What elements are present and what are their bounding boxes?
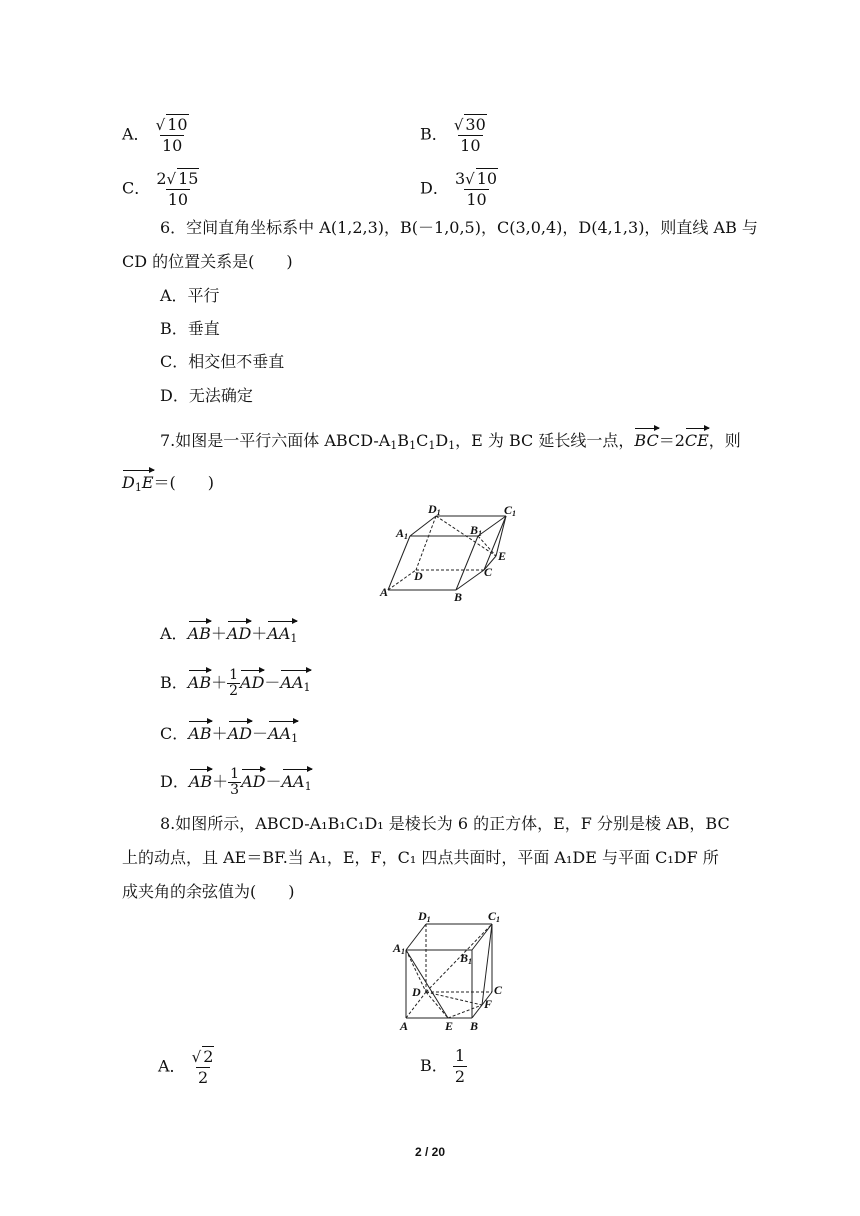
q7-parallelepiped-figure <box>378 504 518 604</box>
q6-option-a: A．平行 <box>160 286 220 305</box>
fraction: $\frac{√ 2}{2}$ <box>191 1047 214 1087</box>
vector-ab: AB <box>188 724 212 743</box>
denominator: 2 <box>229 683 239 699</box>
text: ，则 <box>708 431 741 450</box>
subscript: 1 <box>303 681 311 694</box>
fraction: $\frac{2√ 15}{10}$ <box>156 169 199 209</box>
q5-option-a <box>122 114 190 156</box>
label-c: C <box>494 983 503 997</box>
operator: ＋ <box>211 724 228 743</box>
label-b1: B1 <box>470 523 483 538</box>
radicand: 30 <box>465 115 486 134</box>
q7-option-a <box>160 624 297 649</box>
option-label: C． <box>122 178 151 198</box>
fraction <box>453 1046 467 1087</box>
option-label: B． <box>420 1056 448 1075</box>
label-a1: A1 <box>393 941 406 956</box>
q6-stem-line1: 6．空间直角坐标系中 A(1,2,3)，B(－1,0,5)，C(3,0,4)，D(4,1,3)，则直线 AB 与 <box>160 218 758 237</box>
vector-ad: AD <box>226 624 252 643</box>
vector-aa1 <box>280 673 310 698</box>
numerator: 1 <box>230 766 240 782</box>
option-label: A． <box>160 624 188 643</box>
vector-ab: AB <box>187 624 211 643</box>
denominator: 10 <box>466 190 487 209</box>
label-f: F <box>484 997 493 1011</box>
numerator: 1 <box>454 1046 466 1065</box>
q8-option-a <box>158 1046 215 1088</box>
denominator: 10 <box>460 136 481 155</box>
edge-d-c1 <box>426 924 492 992</box>
subscript: 1 <box>304 780 312 793</box>
vector-aa1 <box>267 624 297 649</box>
operator: ＋ <box>211 673 228 692</box>
label-d: D <box>412 985 421 999</box>
vector-ce: CE <box>684 431 709 450</box>
q6-option-c: C．相交但不垂直 <box>160 352 285 371</box>
option-label: D． <box>420 178 449 198</box>
fraction-half <box>227 668 240 699</box>
option-label: C． <box>160 724 189 743</box>
subscript: 1 <box>290 632 298 645</box>
subscript: 1 <box>134 481 142 494</box>
fraction: $\frac{3√ 10}{10}$ <box>454 169 498 209</box>
q7-option-d <box>160 767 312 798</box>
q6-option-d: D．无法确定 <box>160 386 253 405</box>
numerator: 1 <box>229 667 239 683</box>
subscript: 1 <box>291 732 299 745</box>
denominator: 3 <box>230 782 240 798</box>
q7-option-c <box>160 724 298 749</box>
text: ＝2 <box>658 431 685 450</box>
vector-ad: AD <box>241 772 266 791</box>
subscript: 1 <box>390 439 398 452</box>
vector-ab: AB <box>188 772 213 791</box>
edge-d-f <box>426 992 482 1005</box>
text: ＝( ) <box>153 473 215 492</box>
radicand: 10 <box>476 169 498 188</box>
operator: － <box>251 724 268 743</box>
label-a: A <box>380 585 389 599</box>
radicand: 2 <box>203 1047 214 1066</box>
denominator: 10 <box>167 190 189 209</box>
q7-option-b <box>160 668 311 699</box>
vector-d1e <box>122 473 154 498</box>
option-label: B． <box>420 124 448 144</box>
operator: ＋ <box>212 772 229 791</box>
vector-ab: AB <box>187 673 212 692</box>
option-label: D． <box>160 772 189 791</box>
text: E <box>141 473 154 492</box>
coefficient: 3 <box>454 169 466 188</box>
label-e: E <box>498 549 507 563</box>
subscript: 1 <box>409 439 417 452</box>
edge-a1-d1 <box>406 924 426 950</box>
q6-stem-line2: CD 的位置关系是( ) <box>122 252 293 271</box>
q8-stem-line1: 8.如图所示，ABCD-A₁B₁C₁D₁ 是棱长为 6 的正方体，E，F 分别是棱 AB，BC <box>160 814 730 833</box>
subscript: 1 <box>448 439 456 452</box>
option-label: B． <box>160 673 188 692</box>
q7-stem-line1 <box>160 431 741 456</box>
radicand: 15 <box>178 169 199 188</box>
text: AA <box>267 624 291 643</box>
q6-option-b: B．垂直 <box>160 319 220 338</box>
q5-option-c <box>122 168 200 210</box>
fraction: $\frac{√ 10}{10}$ <box>155 115 188 155</box>
text: AA <box>267 724 292 743</box>
denominator: 10 <box>161 136 183 155</box>
denominator: 2 <box>197 1068 209 1087</box>
label-d: D <box>414 569 423 583</box>
vector-bc: BC <box>634 431 659 450</box>
label-a1: A1 <box>396 526 409 541</box>
vector-ad: AD <box>240 673 265 692</box>
operator: ＋ <box>210 624 227 643</box>
label-b1: B1 <box>460 951 473 966</box>
radicand: 10 <box>167 115 188 134</box>
fraction: $\frac{√ 30}{10}$ <box>453 115 486 155</box>
text: D <box>122 473 135 492</box>
option-label: A． <box>158 1056 186 1076</box>
denominator: 2 <box>454 1067 466 1086</box>
edge-a-a1 <box>388 536 410 590</box>
fraction-third <box>228 767 241 798</box>
operator: ＋ <box>251 624 268 643</box>
page-number: 2 / 20 <box>414 1145 446 1159</box>
operator: － <box>265 772 282 791</box>
option-label: A． <box>122 124 150 144</box>
label-d1: D1 <box>428 504 441 517</box>
label-a: A <box>400 1019 409 1033</box>
text: AA <box>280 673 304 692</box>
q8-stem-line3: 成夹角的余弦值为( ) <box>122 882 295 901</box>
edge-a1-e <box>406 950 448 1018</box>
label-d1: D1 <box>418 910 431 924</box>
text: AA <box>281 772 305 791</box>
edge-c1-f <box>482 924 492 1005</box>
q8-cube-figure <box>390 910 510 1034</box>
text: D <box>435 431 449 450</box>
text: 7.如图是一平行六面体 ABCD-A <box>160 431 391 450</box>
label-c1: C1 <box>488 910 501 924</box>
vector-ad: AD <box>227 724 252 743</box>
q8-stem-line2: 上的动点，且 AE＝BF.当 A₁，E，F，C₁ 四点共面时，平面 A₁DE 与平面 C₁DF 所 <box>122 848 719 867</box>
label-e: E <box>445 1019 454 1033</box>
q8-option-b <box>420 1046 467 1087</box>
subscript: 1 <box>428 439 436 452</box>
q7-stem-line2 <box>122 473 214 498</box>
label-c: C <box>484 565 493 579</box>
text: B <box>397 431 410 450</box>
edge-d-e <box>426 992 448 1018</box>
label-b: B <box>470 1019 479 1033</box>
coefficient: 2 <box>156 169 167 188</box>
vector-aa1 <box>268 724 298 749</box>
vector-aa1 <box>282 772 312 797</box>
label-c1: C1 <box>504 504 517 518</box>
text: C <box>416 431 429 450</box>
label-b: B <box>454 590 463 604</box>
text: ，E 为 BC 延长线一点， <box>455 431 635 450</box>
q5-option-b <box>420 114 488 156</box>
operator: － <box>264 673 281 692</box>
q5-option-d <box>420 168 499 210</box>
